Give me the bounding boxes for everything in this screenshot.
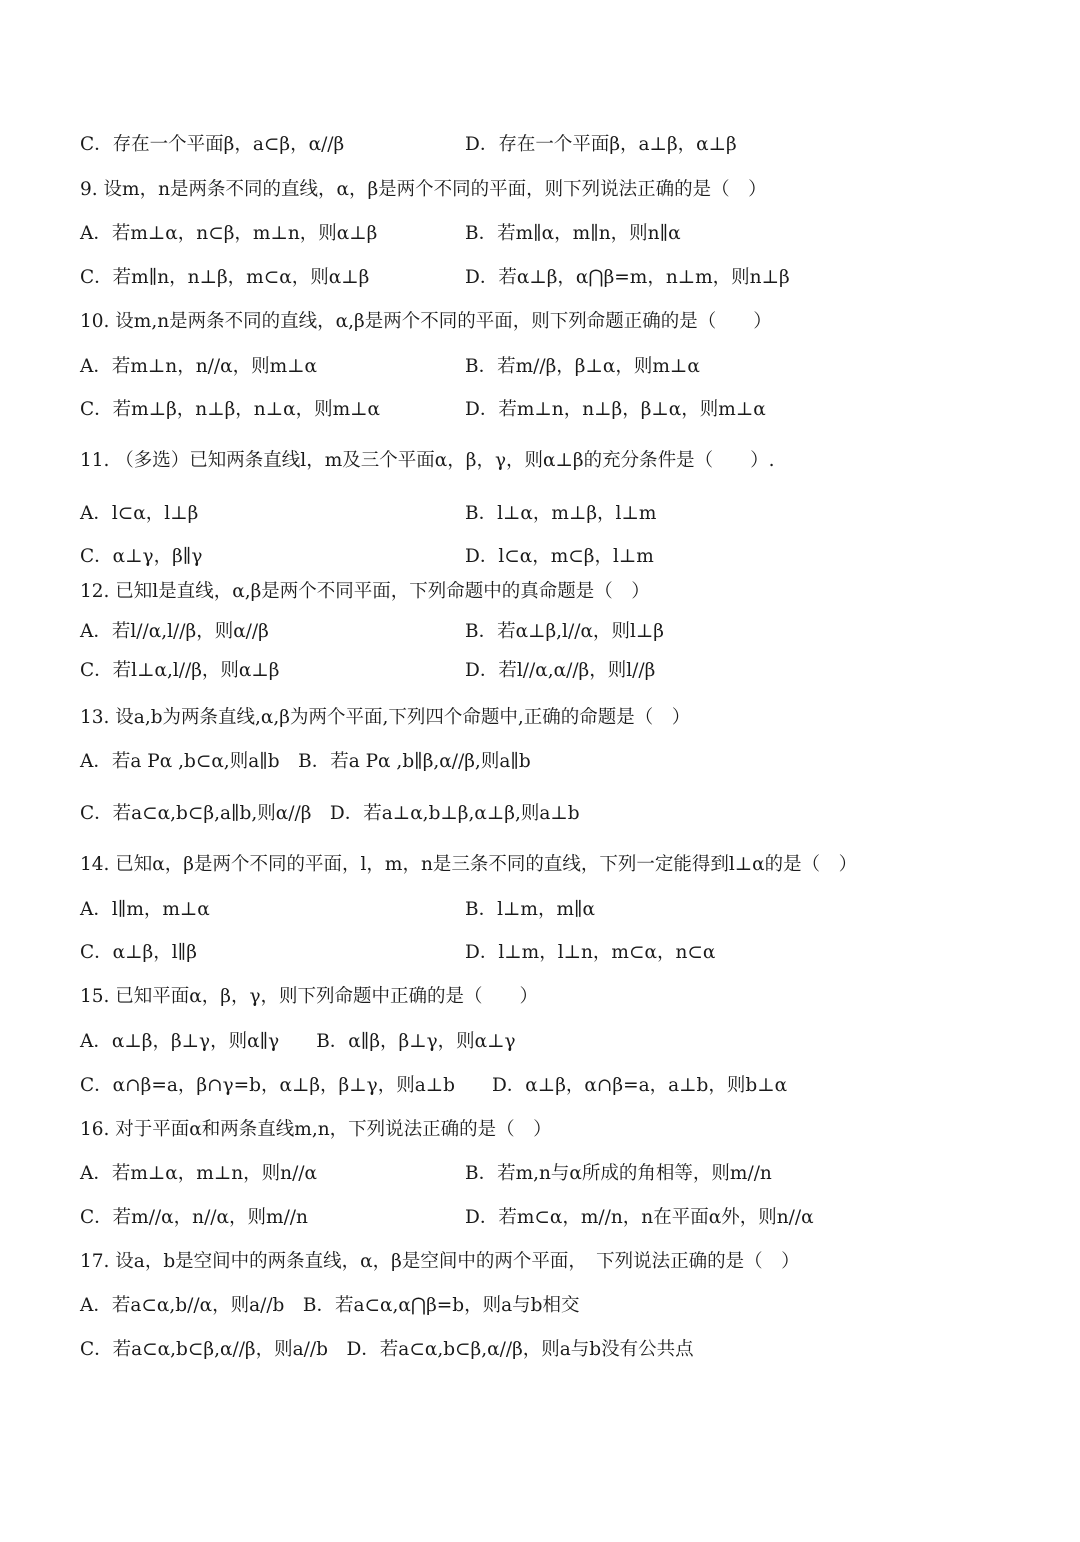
- option-a-11: A．l⊂α，l⊥β: [80, 503, 199, 524]
- question-11: 11. （多选）已知两条直线l，m及三个平面α，β，γ，则α⊥β的充分条件是（ ）.: [80, 450, 775, 471]
- question-12: 12. 已知l是直线，α,β是两个不同平面，下列命题中的真命题是（ ）: [80, 581, 650, 602]
- options-ab-17: A．若a⊂α,b//α，则a//b B．若a⊂α,α⋂β=b，则a与b相交: [80, 1295, 580, 1316]
- option-c-8: C．存在一个平面β，a⊂β，α//β: [80, 134, 345, 155]
- question-10: 10. 设m,n是两条不同的直线，α,β是两个不同的平面，则下列命题正确的是（ ）: [80, 311, 772, 332]
- question-13: 13. 设a,b为两条直线,α,β为两个平面,下列四个命题中,正确的命题是（ ）: [80, 707, 691, 728]
- options-ab-15: A．α⊥β，β⊥γ，则α∥γ B．α∥β，β⊥γ，则α⊥γ: [80, 1031, 516, 1052]
- option-c-11: C．α⊥γ，β∥γ: [80, 546, 203, 567]
- options-cd-17: C．若a⊂α,b⊂β,α//β，则a//b D．若a⊂α,b⊂β,α//β，则a与b没有公共点: [80, 1339, 694, 1360]
- option-b-9: B．若m∥α，m∥n，则n∥α: [465, 223, 681, 244]
- option-d-8: D．存在一个平面β，a⊥β，α⊥β: [465, 134, 737, 155]
- option-b-12: B．若α⊥β,l//α，则l⊥β: [465, 621, 664, 642]
- option-c-14: C．α⊥β，l∥β: [80, 942, 197, 963]
- option-d-14: D．l⊥m，l⊥n，m⊂α，n⊂α: [465, 942, 716, 963]
- option-a-12: A．若l//α,l//β，则α//β: [80, 621, 269, 642]
- option-b-14: B．l⊥m，m∥α: [465, 899, 596, 920]
- option-a-9: A．若m⊥α，n⊂β，m⊥n，则α⊥β: [80, 223, 378, 244]
- question-16: 16. 对于平面α和两条直线m,n，下列说法正确的是（ ）: [80, 1119, 552, 1140]
- option-c-12: C．若l⊥α,l//β，则α⊥β: [80, 660, 280, 681]
- option-c-9: C．若m∥n，n⊥β，m⊂α，则α⊥β: [80, 267, 370, 288]
- option-c-10: C．若m⊥β，n⊥β，n⊥α，则m⊥α: [80, 399, 381, 420]
- question-9: 9. 设m，n是两条不同的直线，α，β是两个不同的平面，则下列说法正确的是（ ）: [80, 179, 767, 200]
- option-d-11: D．l⊂α，m⊂β，l⊥m: [465, 546, 654, 567]
- option-b-11: B．l⊥α，m⊥β，l⊥m: [465, 503, 657, 524]
- option-d-16: D．若m⊂α，m//n，n在平面α外，则n//α: [465, 1207, 814, 1228]
- option-d-9: D．若α⊥β，α⋂β=m，n⊥m，则n⊥β: [465, 267, 790, 288]
- option-b-10: B．若m//β，β⊥α，则m⊥α: [465, 356, 700, 377]
- option-c-16: C．若m//α，n//α，则m//n: [80, 1207, 308, 1228]
- option-a-14: A．l∥m，m⊥α: [80, 899, 210, 920]
- question-17: 17. 设a，b是空间中的两条直线，α，β是空间中的两个平面， 下列说法正确的是（ ）: [80, 1251, 800, 1272]
- option-b-16: B．若m,n与α所成的角相等，则m//n: [465, 1163, 772, 1184]
- options-cd-15: C．α∩β=a，β∩γ=b，α⊥β，β⊥γ，则a⊥b D．α⊥β，α∩β=a，a⊥b，则b⊥α: [80, 1075, 788, 1096]
- option-a-16: A．若m⊥α，m⊥n，则n//α: [80, 1163, 318, 1184]
- option-d-12: D．若l//α,α//β，则l//β: [465, 660, 656, 681]
- question-14: 14. 已知α，β是两个不同的平面，l，m，n是三条不同的直线，下列一定能得到l⊥α的是（ ）: [80, 854, 858, 875]
- option-d-10: D．若m⊥n，n⊥β，β⊥α，则m⊥α: [465, 399, 766, 420]
- option-a-10: A．若m⊥n，n//α，则m⊥α: [80, 356, 318, 377]
- question-15: 15. 已知平面α，β，γ，则下列命题中正确的是（ ）: [80, 986, 539, 1007]
- options-cd-13: C．若a⊂α,b⊂β,a∥b,则α//β D．若a⊥α,b⊥β,α⊥β,则a⊥b: [80, 803, 580, 824]
- options-ab-13: A．若a Pα ,b⊂α,则a∥b B．若a Pα ,b∥β,α//β,则a∥b: [80, 751, 531, 772]
